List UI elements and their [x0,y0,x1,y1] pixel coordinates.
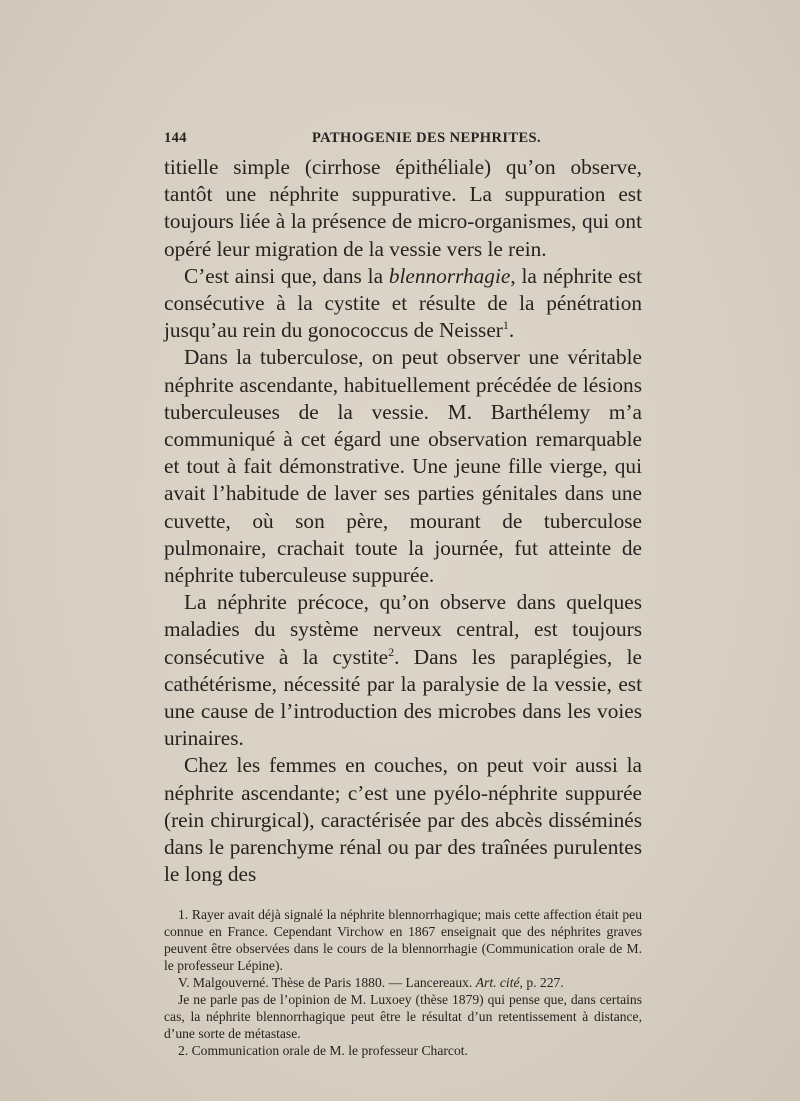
text-run: . [508,318,515,343]
book-page [164,130,642,1059]
text-run: C’est ainsi que, dans la [184,263,389,288]
paragraph-3: Dans la tuberculose, on peut observer une véritable néphrite ascendante, habituellement précédée de lésions tuberculeuses de la vessie. M. Barthélemy m’a communiqué à cet égard une observation remarquable et tout à fait démonstrative. Une jeune fille vierge, qui avait l’habitude de laver ses parties génitales dans une cuvette, où son père, mourant de tuberculose pulmonaire, crachait toute la journée, fut atteinte de néphrite tuberculeuse suppurée. [164,345,642,588]
footnote-1-reference [164,974,642,991]
footnotes [164,906,642,1059]
footnote-1-remark: Je ne parle pas de l’opinion de M. Luxoey (thèse 1879) qui pense que, dans certains cas, la néphrite blennorrhagique peut être le résultat d’un retentissement à distance, d’une sorte de métastase. [164,992,642,1042]
emphasis-art-cite: Art. cité [475,975,520,991]
paragraph-2 [164,263,642,345]
running-header [164,130,642,152]
paragraph-4 [164,589,642,752]
text-run: La néphrite précoce, qu’on observe dans quelques maladies du système nerveux central, est toujours consécutive à la cystite [164,590,642,669]
body-text [164,154,642,888]
footnote-ref-1: 1 [502,318,509,333]
paragraph-1: titielle simple (cirrhose épithéliale) qu’on observe, tantôt une néphrite suppurative. La suppuration est toujours liée à la présence de micro-organismes, qui ont opéré leur migration de la vessie vers le rein. [164,155,642,261]
footnote-2: 2. Communication orale de M. le professeur Charcot. [178,1043,468,1059]
text-run: , p. 227. [519,975,564,991]
text-run: , la néphrite est consécutive à la cystite et résulte de la pénétration jusqu’au rein du gonococcus de Neisser [164,263,642,343]
running-title: PATHOGENIE DES NEPHRITES. [312,130,542,146]
paragraph-5: Chez les femmes en couches, on peut voir aussi la néphrite ascendante; c’est une pyélo-néphrite suppurée (rein chirurgical), caractérisée par des abcès disséminés dans le parenchyme rénal ou par des traînées purulentes le long des [164,753,642,887]
text-run: V. Malgouverné. Thèse de Paris 1880. — Lancereaux. [178,975,476,991]
footnote-1: 1. Rayer avait déjà signalé la néphrite blennorrhagique; mais cette affection était peu connue en France. Cependant Virchow en 1867 enseignait que des néphrites graves peuvent être observées dans le cours de la blennorrhagie (Communication orale de M. le professeur Lépine). [164,907,642,974]
page-number: 144 [164,130,187,146]
text-run: . Dans les paraplégies, le cathétérisme, nécessité par la paralysie de la vessie, est une cause de l’introduction des microbes dans les voies urinaires. [164,644,642,751]
emphasis-blennorrhagie: blennorrhagie [388,263,511,288]
footnote-ref-2: 2 [388,644,395,659]
